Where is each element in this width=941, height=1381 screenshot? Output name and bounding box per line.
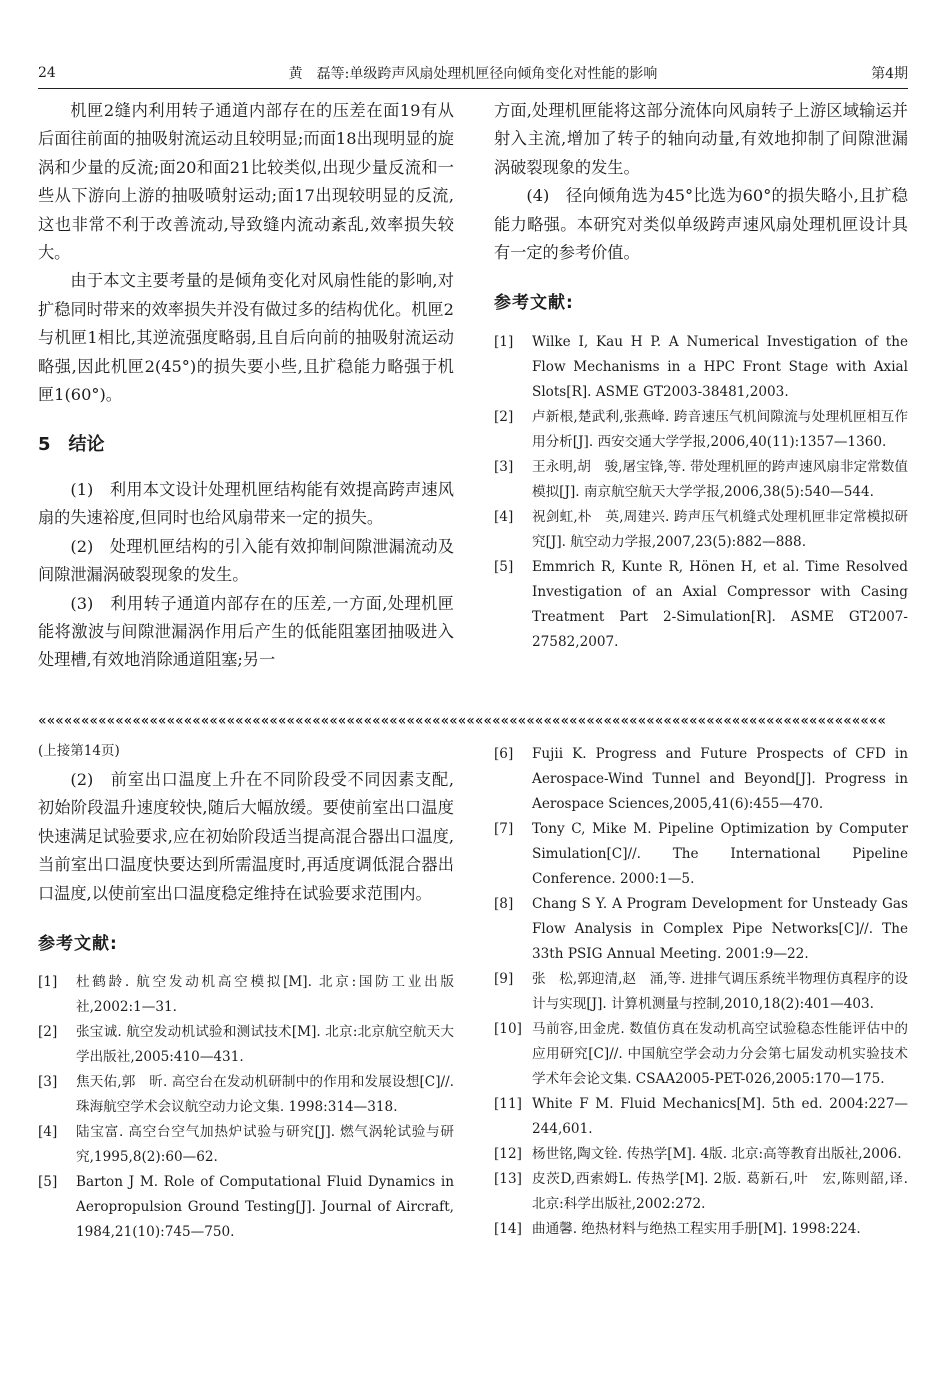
issue-number: 第4期	[871, 66, 908, 82]
reference-number: [9]	[494, 971, 514, 987]
conclusion-item: (4) 径向倾角选为45°比选为60°的损失略小,且扩稳能力略强。本研究对类似单级跨声速风扇处理机匣设计具有一定的参考价值。	[494, 186, 908, 263]
reference-text: 皮茨D,西索姆L. 传热学[M]. 2版. 葛新石,叶 宏,陈则韶,译. 北京:科学出版社,2002:272.	[532, 1171, 908, 1212]
bottom-left-column	[38, 740, 454, 1245]
bottom-right-column	[494, 742, 908, 1242]
reference-item	[494, 1167, 908, 1217]
reference-number: [6]	[494, 746, 514, 762]
body-paragraph: (2) 前室出口温度上升在不同阶段受不同因素支配,初始阶段温升速度较快,随后大幅放缓。要使前室出口温度快速满足试验要求,应在初始阶段适当提高混合器出口温度,当前室出口温度快要达到所需温度时,再适度调低混合器出口温度,以使前室出口温度稳定维持在试验要求范围内。	[38, 770, 454, 903]
page-number: 24	[38, 65, 56, 81]
reference-number: [12]	[494, 1146, 522, 1162]
reference-text: 卢新根,楚武利,张燕峰. 跨音速压气机间隙流与处理机匣相互作用分析[J]. 西安交通大学学报,2006,40(11):1357—1360.	[532, 408, 908, 450]
reference-item	[494, 555, 908, 655]
reference-number: [1]	[494, 333, 514, 350]
reference-item	[494, 1092, 908, 1142]
reference-text: White F M. Fluid Mechanics[M]. 5th ed. 2004:227—244,601.	[532, 1096, 908, 1137]
reference-text: 杜鹤龄. 航空发动机高空模拟[M]. 北京:国防工业出版社,2002:1—31.	[76, 974, 454, 1016]
reference-text: 杨世铭,陶文铨. 传热学[M]. 4版. 北京:高等教育出版社,2006.	[532, 1146, 902, 1162]
reference-text: Barton J M. Role of Computational Fluid Dynamics in Aeropropulsion Ground Testing[J]. Journal of Aircraft, 1984,21(10):745—750.	[76, 1174, 454, 1241]
reference-text: Chang S Y. A Program Development for Unsteady Gas Flow Analysis in Complex Pipe Networks[C]//. The 33th PSIG Annual Meeting. 2001:9—22.	[532, 896, 908, 962]
conclusion-item: (1) 利用本文设计处理机匣结构能有效提高跨声速风扇的失速裕度,但同时也给风扇带来一定的损失。	[38, 479, 454, 528]
header-rule	[38, 88, 908, 89]
reference-number: [3]	[38, 1074, 58, 1091]
reference-number: [11]	[494, 1096, 522, 1112]
reference-list	[494, 742, 908, 1242]
reference-text: 王永明,胡 骏,屠宝锋,等. 带处理机匣的跨声速风扇非定常数值模拟[J]. 南京航空航天大学学报,2006,38(5):540—544.	[532, 458, 908, 500]
reference-number: [10]	[494, 1021, 522, 1037]
section-divider	[38, 713, 908, 729]
reference-number: [4]	[494, 508, 514, 525]
reference-item	[38, 1070, 454, 1120]
reference-text: 曲通馨. 绝热材料与绝热工程实用手册[M]. 1998:224.	[532, 1221, 861, 1237]
running-header	[38, 62, 908, 84]
reference-item	[494, 1217, 908, 1242]
reference-text: 马前容,田金虎. 数值仿真在发动机高空试验稳态性能评估中的应用研究[C]//. 中国航空学会动力分会第七届发动机实验技术学术年会论文集. CSAA2005-PET-026,2005:170—175.	[532, 1021, 908, 1087]
reference-item	[494, 455, 908, 505]
divider-glyphs: «««««««««««««««««««««««««««««««««««««««««««««««««««««««««««««««««««««««««««««««««««««««««««««««««««	[38, 713, 886, 729]
top-left-column	[38, 97, 454, 675]
reference-number: [5]	[494, 558, 514, 575]
reference-text: 张宝诚. 航空发动机试验和测试技术[M]. 北京:北京航空航天大学出版社,2005:410—431.	[76, 1024, 454, 1066]
section-title: 5 结论	[38, 434, 105, 456]
reference-list	[494, 330, 908, 655]
continued-note: (上接第14页)	[38, 743, 120, 759]
reference-item	[494, 1017, 908, 1092]
running-title: 黄 磊等:单级跨声风扇处理机匣径向倾角变化对性能的影响	[288, 66, 658, 82]
reference-text: Tony C, Mike M. Pipeline Optimization by Computer Simulation[C]//. The International Pipeline Conference. 2000:1—5.	[532, 821, 908, 887]
reference-item	[38, 1170, 454, 1245]
reference-item	[494, 892, 908, 967]
reference-item	[38, 970, 454, 1020]
reference-text: Fujii K. Progress and Future Prospects of CFD in Aerospace-Wind Tunnel and Beyond[J]. Progress in Aerospace Sciences,2005,41(6):455—470.	[532, 746, 908, 812]
reference-item	[494, 405, 908, 455]
reference-number: [7]	[494, 821, 514, 837]
reference-item	[38, 1120, 454, 1170]
body-paragraph: 由于本文主要考量的是倾角变化对风扇性能的影响,对扩稳同时带来的效率损失并没有做过多的结构优化。机匣2与机匣1相比,其逆流强度略弱,且自后向前的抽吸射流运动略强,因此机匣2(45°)的损失要小些,且扩稳能力略强于机匣1(60°)。	[38, 271, 454, 405]
reference-item	[494, 505, 908, 555]
reference-item	[494, 817, 908, 892]
reference-item	[494, 967, 908, 1017]
reference-item	[494, 330, 908, 405]
references-heading: 参考文献:	[38, 934, 118, 955]
reference-number: [8]	[494, 896, 514, 912]
reference-number: [2]	[494, 408, 514, 425]
reference-number: [5]	[38, 1174, 58, 1191]
reference-item	[494, 1142, 908, 1167]
reference-number: [2]	[38, 1024, 58, 1041]
reference-number: [3]	[494, 458, 514, 475]
reference-number: [14]	[494, 1221, 522, 1237]
top-right-column	[494, 97, 908, 655]
reference-number: [4]	[38, 1124, 58, 1141]
references-heading: 参考文献:	[494, 293, 574, 314]
reference-item	[38, 1020, 454, 1070]
reference-text: 张 松,郭迎清,赵 涌,等. 进排气调压系统半物理仿真程序的设计与实现[J]. 计算机测量与控制,2010,18(2):401—403.	[532, 971, 908, 1012]
reference-list	[38, 970, 454, 1245]
reference-text: 祝剑虹,朴 英,周建兴. 跨声压气机缝式处理机匣非定常模拟研究[J]. 航空动力学报,2007,23(5):882—888.	[532, 508, 908, 550]
reference-number: [13]	[494, 1171, 522, 1187]
body-paragraph: 方面,处理机匣能将这部分流体向风扇转子上游区域输运并射入主流,增加了转子的轴向动量,有效地抑制了间隙泄漏涡破裂现象的发生。	[494, 101, 908, 177]
reference-item	[494, 742, 908, 817]
conclusion-item: (2) 处理机匣结构的引入能有效抑制间隙泄漏流动及间隙泄漏涡破裂现象的发生。	[38, 536, 454, 585]
conclusion-item: (3) 利用转子通道内部存在的压差,一方面,处理机匣能将激波与间隙泄漏涡作用后产生的低能阻塞团抽吸进入处理槽,有效地消除通道阻塞;另一	[38, 593, 454, 670]
reference-text: Emmrich R, Kunte R, Hönen H, et al. Time Resolved Investigation of an Axial Compressor with Casing Treatment Part 2-Simulation[R]. ASME GT2007-27582,2007.	[532, 558, 908, 650]
reference-text: Wilke I, Kau H P. A Numerical Investigation of the Flow Mechanisms in a HPC Front Stage with Axial Slots[R]. ASME GT2003-38481,2003.	[532, 333, 908, 400]
reference-number: [1]	[38, 974, 58, 991]
reference-text: 陆宝富. 高空台空气加热炉试验与研究[J]. 燃气涡轮试验与研究,1995,8(2):60—62.	[76, 1124, 454, 1166]
reference-text: 焦天佑,郭 昕. 高空台在发动机研制中的作用和发展设想[C]//. 珠海航空学术会议航空动力论文集. 1998:314—318.	[76, 1074, 454, 1116]
body-paragraph: 机匣2缝内利用转子通道内部存在的压差在面19有从后面往前面的抽吸射流运动且较明显;而面18出现明显的旋涡和少量的反流;面20和面21比较类似,出现少量反流和一些从下游向上游的抽吸喷射运动;面17出现较明显的反流,这也非常不利于改善流动,导致缝内流动紊乱,效率损失较大。	[38, 101, 454, 263]
